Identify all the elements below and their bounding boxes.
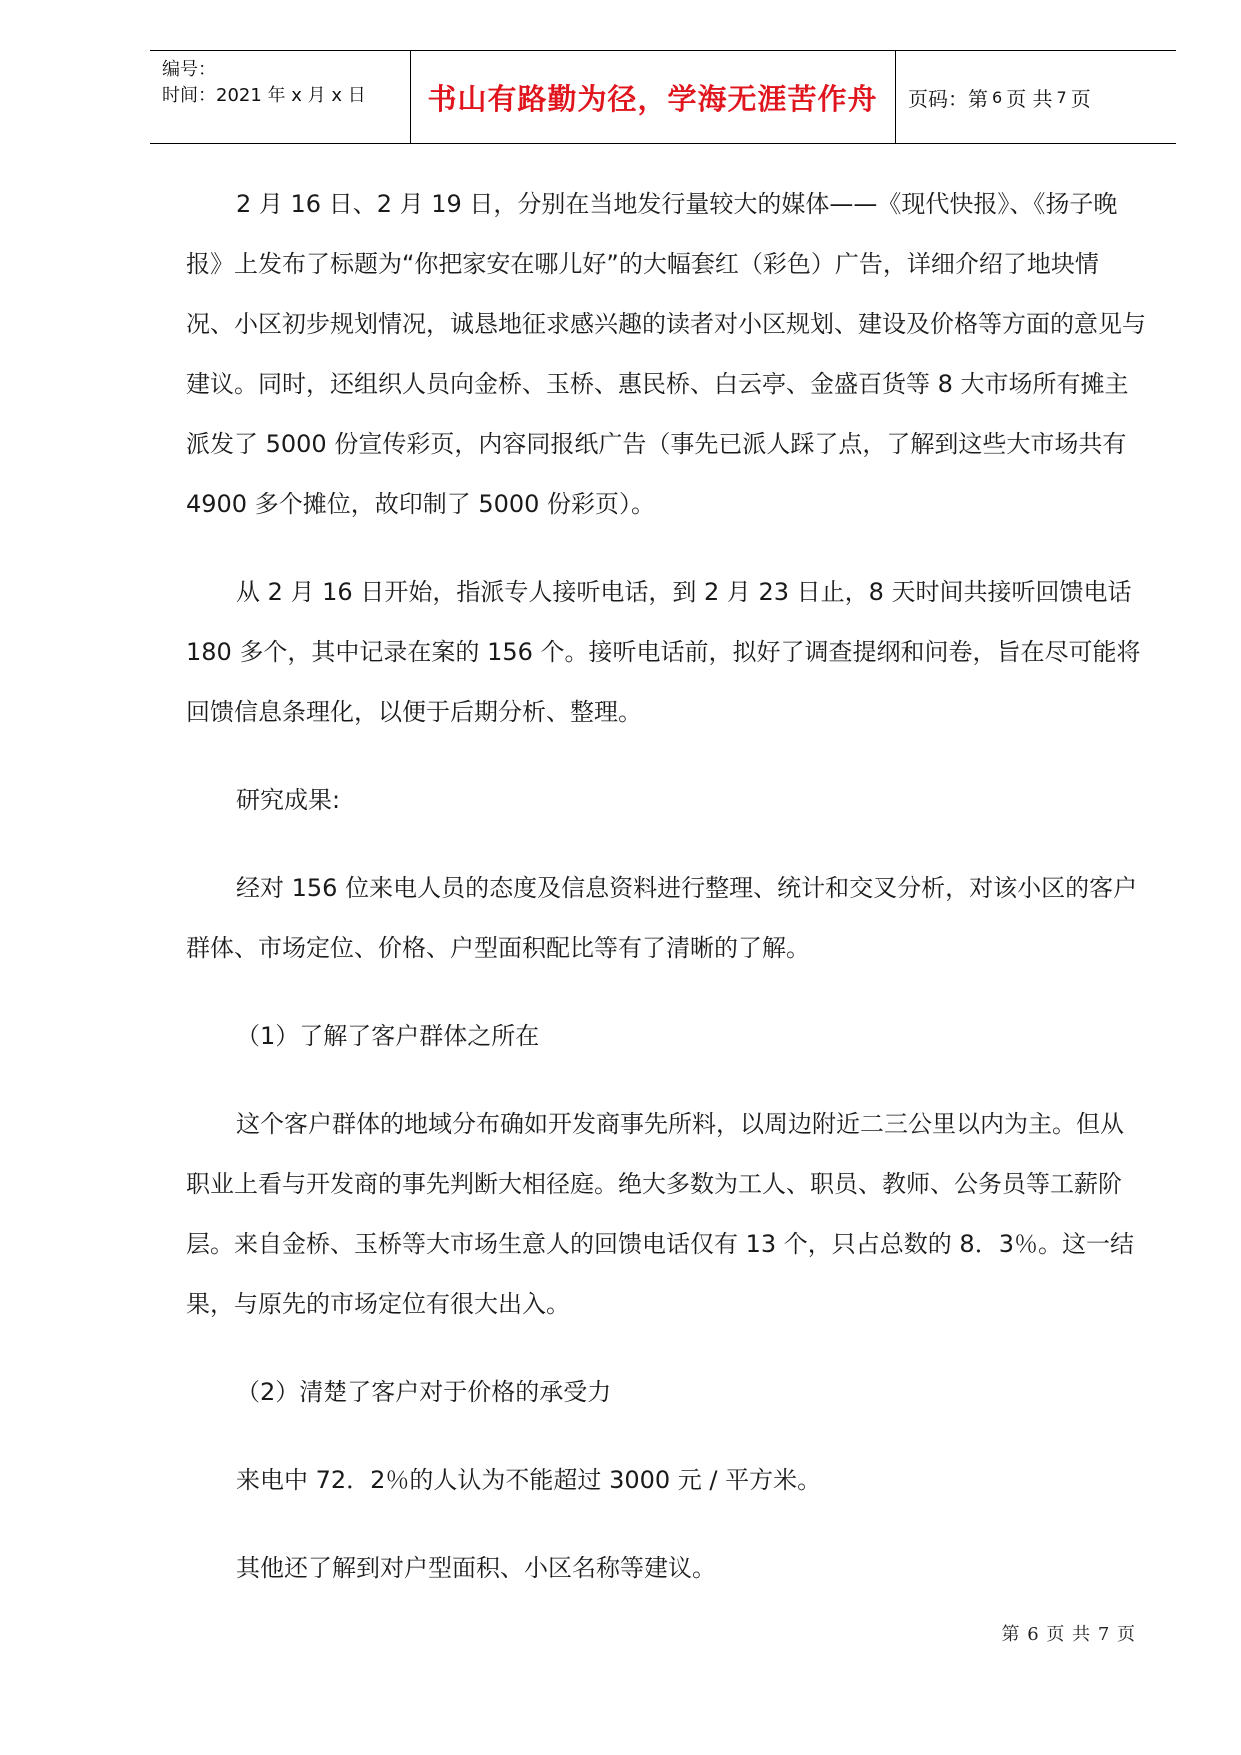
time-label: 时间：2021 年 x 月 x 日 [162, 85, 366, 106]
serial-label: 编号： [162, 59, 216, 80]
page-header [150, 50, 1176, 144]
header-page-number [908, 51, 1091, 143]
header-motto: 书山有路勤为径，学海无涯苦作舟 [427, 81, 878, 116]
paragraph-price-tolerance: 来电中 72．2％的人认为不能超过 3000 元 / 平方米。 [236, 1466, 822, 1494]
header-divider-right [895, 51, 896, 143]
section-heading-results: 研究成果: [236, 786, 341, 814]
page-prefix: 页码：第 [908, 86, 988, 111]
page-footer: 第 6 页 共 7 页 [1001, 1624, 1136, 1645]
page-current: 6 [992, 87, 1003, 107]
paragraph-other-feedback: 其他还了解到对户型面积、小区名称等建议。 [236, 1554, 716, 1582]
paragraph-analysis-summary: 经对 156 位来电人员的态度及信息资料进行整理、统计和交叉分析，对该小区的客户群体、市场定位、价格、户型面积配比等有了清晰的了解。 [186, 874, 1138, 962]
paragraph-phone-survey: 从 2 月 16 日开始，指派专人接听电话，到 2 月 23 日止，8 天时间共接听回馈电话 180 多个，其中记录在案的 156 个。接听电话前，拟好了调查提纲和问卷，旨在尽可能将回馈信息条理化，以便于后期分析、整理。 [186, 578, 1141, 726]
page-suffix: 页 [1070, 86, 1091, 111]
paragraph-media-campaign: 2 月 16 日、2 月 19 日，分别在当地发行量较大的媒体——《现代快报》、《扬子晚报》上发布了标题为“你把家安在哪儿好”的大幅套红（彩色）广告，详细介绍了地块情况、小区初步规划情况，诚恳地征求感兴趣的读者对小区规划、建设及价格等方面的意见与建议。同时，还组织人员向金桥、玉桥、惠民桥、白云亭、金盛百货等 8 大市场所有摊主派发了 5000 份宣传彩页，内容同报纸广告（事先已派人踩了点，了解到这些大市场共有 4900 多个摊位，故印制了 5000 份彩页）。 [186, 190, 1146, 518]
page-mid: 页 共 [1006, 86, 1053, 111]
page-total: 7 [1056, 87, 1067, 107]
document-body [186, 174, 1146, 1598]
subheading-customer-group: （1）了解了客户群体之所在 [236, 1022, 540, 1050]
header-meta [162, 57, 366, 109]
paragraph-customer-group: 这个客户群体的地域分布确如开发商事先所料，以周边附近二三公里以内为主。但从职业上看与开发商的事先判断大相径庭。绝大多数为工人、职员、教师、公务员等工薪阶层。来自金桥、玉桥等大市场生意人的回馈电话仅有 13 个，只占总数的 8．3％。这一结果，与原先的市场定位有很大出入。 [186, 1110, 1134, 1318]
subheading-price-tolerance: （2）清楚了客户对于价格的承受力 [236, 1378, 612, 1406]
